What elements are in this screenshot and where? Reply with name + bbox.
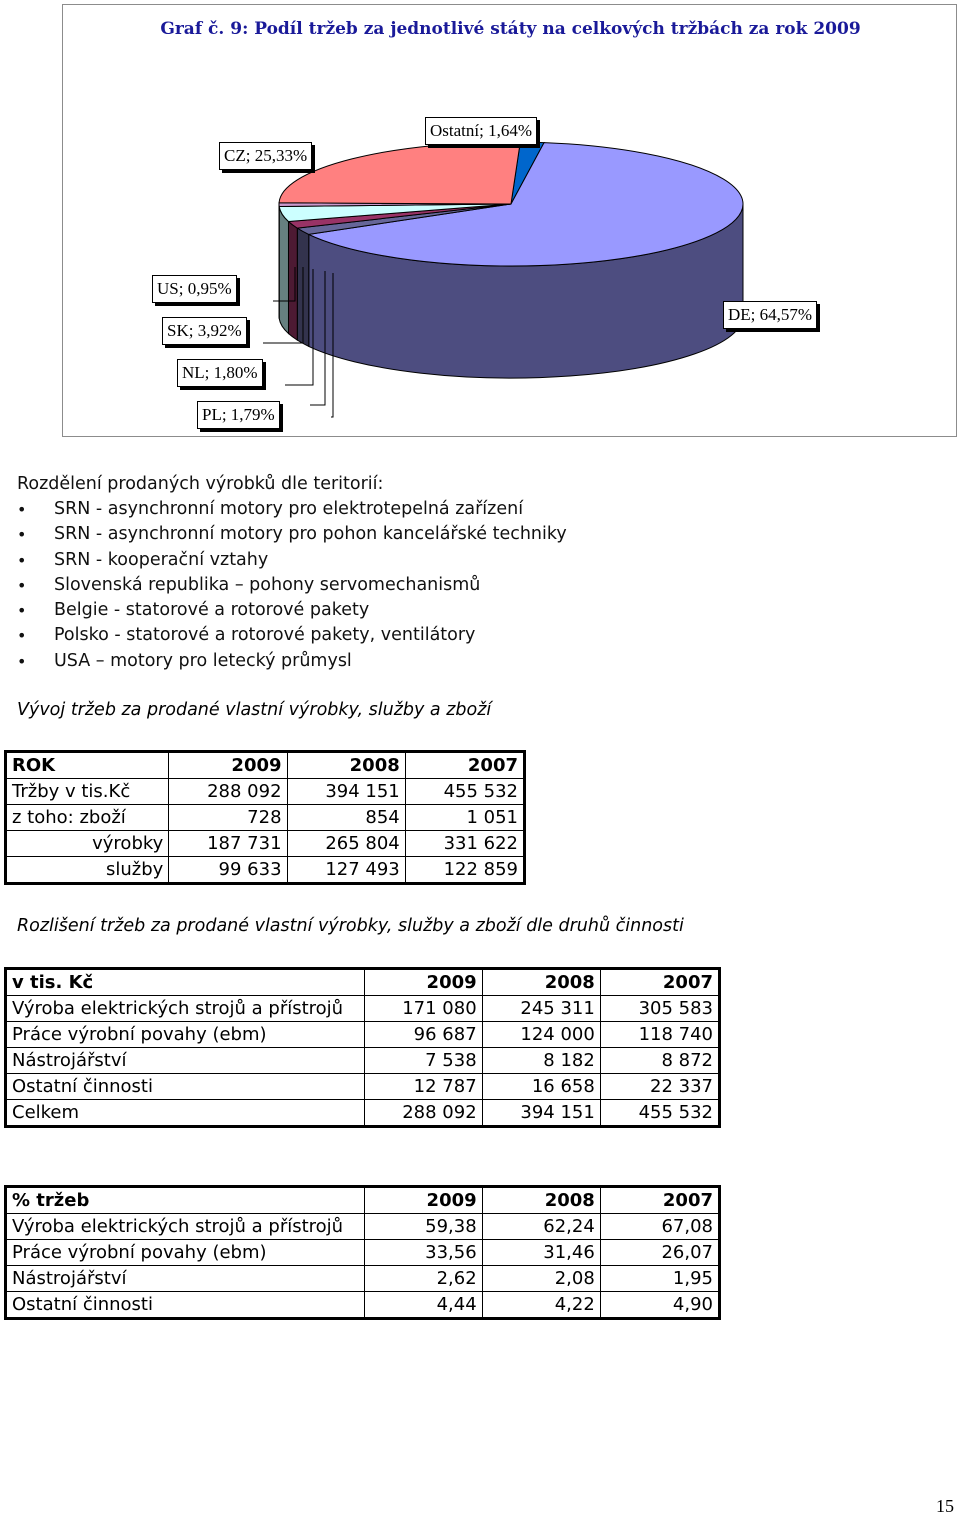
row-label: Výroba elektrických strojů a přístrojů [7, 1214, 365, 1240]
header-cell: 2008 [287, 753, 405, 779]
header-cell: 2008 [482, 1188, 600, 1214]
header-cell: 2009 [364, 1188, 482, 1214]
table-cell: 96 687 [364, 1022, 482, 1048]
pie-slice-CZ [279, 142, 520, 204]
table-header-row [7, 753, 524, 779]
page-number: 15 [936, 1496, 954, 1516]
header-cell: 2007 [600, 970, 718, 996]
table-cell: 455 532 [405, 779, 523, 805]
table-cell: 728 [169, 805, 287, 831]
row-label: výrobky [7, 831, 169, 857]
table-cell: 1,95 [600, 1266, 718, 1292]
table-cell: 122 859 [405, 857, 523, 883]
table-row [7, 805, 524, 831]
pie-label-ostatni: Ostatní; 1,64% [425, 117, 537, 145]
table-row [7, 1292, 719, 1318]
table-cell: 99 633 [169, 857, 287, 883]
table-cell: 8 182 [482, 1048, 600, 1074]
table-cell: 26,07 [600, 1240, 718, 1266]
table-cell: 22 337 [600, 1074, 718, 1100]
pie-label-us: US; 0,95% [152, 275, 237, 303]
table-cell: 118 740 [600, 1022, 718, 1048]
row-label: Celkem [7, 1100, 365, 1126]
table-cell: 331 622 [405, 831, 523, 857]
pie-label-nl: NL; 1,80% [177, 359, 263, 387]
table-cell: 288 092 [364, 1100, 482, 1126]
table-cell: 305 583 [600, 996, 718, 1022]
table-cell: 2,08 [482, 1266, 600, 1292]
table-row [7, 779, 524, 805]
list-item: • Belgie - statorové a rotorové pakety [17, 598, 567, 623]
list-item: • SRN - asynchronní motory pro pohon kancelářské techniky [17, 522, 567, 547]
pie-label-cz: CZ; 25,33% [219, 142, 312, 170]
table-cell: 2,62 [364, 1266, 482, 1292]
table-row [7, 1022, 719, 1048]
row-label: Nástrojářství [7, 1266, 365, 1292]
table-cell: 4,90 [600, 1292, 718, 1318]
table-row [7, 831, 524, 857]
header-cell: % tržeb [7, 1188, 365, 1214]
table-cell: 59,38 [364, 1214, 482, 1240]
table-cell: 187 731 [169, 831, 287, 857]
row-label: Práce výrobní povahy (ebm) [7, 1240, 365, 1266]
row-label: Tržby v tis.Kč [7, 779, 169, 805]
table-cell: 245 311 [482, 996, 600, 1022]
table-cell: 12 787 [364, 1074, 482, 1100]
table-cell: 127 493 [287, 857, 405, 883]
table-row [7, 1074, 719, 1100]
activity-revenue-table [6, 969, 719, 1126]
table-cell: 288 092 [169, 779, 287, 805]
territories-list [17, 497, 567, 674]
table-cell: 394 151 [287, 779, 405, 805]
row-label: z toho: zboží [7, 805, 169, 831]
table-cell: 33,56 [364, 1240, 482, 1266]
table-row [7, 996, 719, 1022]
territories-section [17, 472, 567, 674]
table-cell: 4,44 [364, 1292, 482, 1318]
table-cell: 455 532 [600, 1100, 718, 1126]
table-cell: 31,46 [482, 1240, 600, 1266]
header-cell: 2007 [600, 1188, 718, 1214]
table-cell: 67,08 [600, 1214, 718, 1240]
list-item: • Slovenská republika – pohony servomechanismů [17, 573, 567, 598]
table-cell: 265 804 [287, 831, 405, 857]
revenue-trend-table [6, 752, 524, 883]
pie-side-SK [279, 207, 288, 334]
header-cell: 2009 [364, 970, 482, 996]
table-cell: 7 538 [364, 1048, 482, 1074]
revenue-trend-heading: Vývoj tržeb za prodané vlastní výrobky, služby a zboží [17, 700, 492, 720]
list-item: • USA – motory pro letecký průmysl [17, 649, 567, 674]
table-row [7, 1100, 719, 1126]
table-cell: 124 000 [482, 1022, 600, 1048]
header-cell: 2009 [169, 753, 287, 779]
table-row [7, 1048, 719, 1074]
table-cell: 171 080 [364, 996, 482, 1022]
header-cell: 2007 [405, 753, 523, 779]
table-cell: 62,24 [482, 1214, 600, 1240]
header-cell: ROK [7, 753, 169, 779]
table-row [7, 1266, 719, 1292]
row-label: Nástrojářství [7, 1048, 365, 1074]
list-item: • Polsko - statorové a rotorové pakety, ventilátory [17, 623, 567, 648]
pie-label-de: DE; 64,57% [723, 301, 817, 329]
list-item: • SRN - asynchronní motory pro elektrotepelná zařízení [17, 497, 567, 522]
table-header-row [7, 1188, 719, 1214]
table-cell: 1 051 [405, 805, 523, 831]
territories-heading: Rozdělení prodaných výrobků dle teritorií: [17, 474, 384, 494]
pie-label-pl: PL; 1,79% [197, 401, 280, 429]
pie-label-sk: SK; 3,92% [162, 317, 247, 345]
table-row [7, 857, 524, 883]
table-cell: 394 151 [482, 1100, 600, 1126]
chart-title: Graf č. 9: Podíl tržeb za jednotlivé státy na celkových tržbách za rok 2009 [160, 19, 861, 39]
revenue-share-table [6, 1187, 719, 1318]
pie-side-NL [288, 222, 297, 341]
activity-revenue-heading: Rozlišení tržeb za prodané vlastní výrobky, služby a zboží dle druhů činnosti [17, 916, 684, 936]
row-label: Ostatní činnosti [7, 1292, 365, 1318]
table-cell: 16 658 [482, 1074, 600, 1100]
table-cell: 4,22 [482, 1292, 600, 1318]
row-label: služby [7, 857, 169, 883]
table-row [7, 1240, 719, 1266]
list-item: • SRN - kooperační vztahy [17, 548, 567, 573]
row-label: Ostatní činnosti [7, 1074, 365, 1100]
header-cell: 2008 [482, 970, 600, 996]
table-cell: 8 872 [600, 1048, 718, 1074]
table-row [7, 1214, 719, 1240]
row-label: Práce výrobní povahy (ebm) [7, 1022, 365, 1048]
table-header-row [7, 970, 719, 996]
table-cell: 854 [287, 805, 405, 831]
header-cell: v tis. Kč [7, 970, 365, 996]
chart-frame [62, 4, 957, 437]
row-label: Výroba elektrických strojů a přístrojů [7, 996, 365, 1022]
